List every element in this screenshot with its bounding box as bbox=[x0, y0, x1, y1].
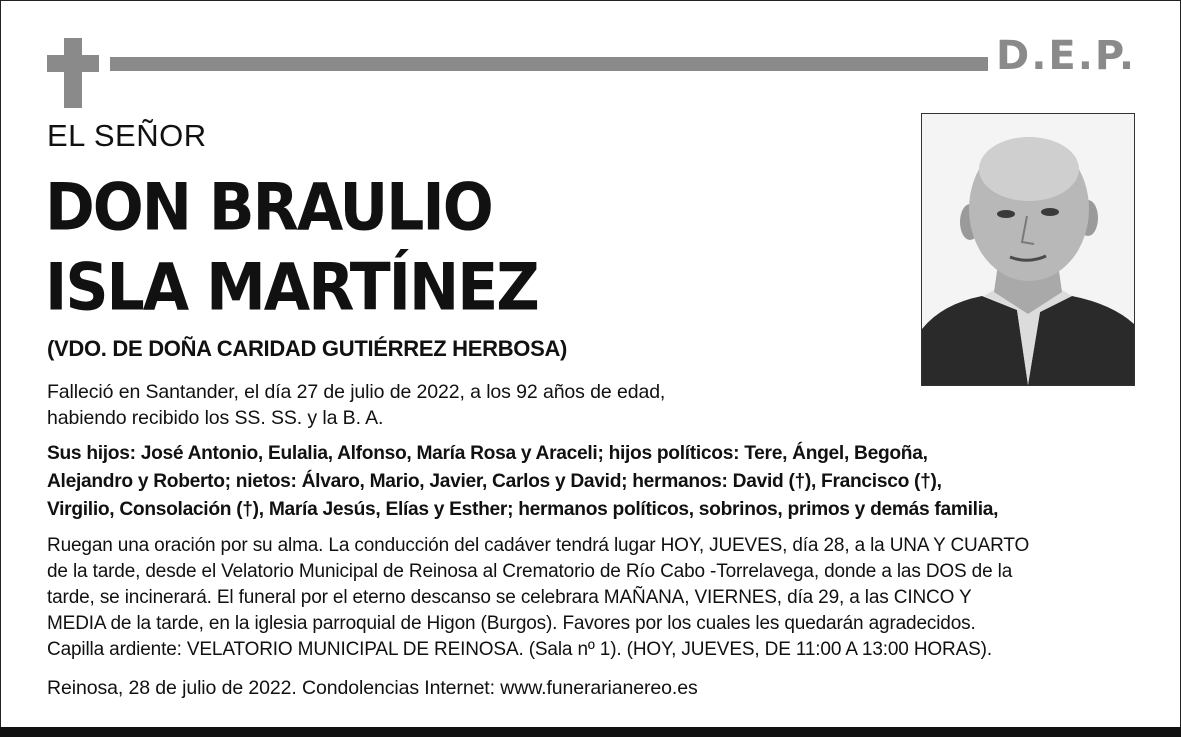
death-notice-line: Falleció en Santander, el día 27 de julio de 2022, a los 92 años de edad, bbox=[47, 381, 666, 403]
dep-label: D.E.P. bbox=[996, 33, 1137, 79]
service-line: de la tarde, desde el Velatorio Municipal de Reinosa al Crematorio de Río Cabo -Torrelavega, donde a las DOS de la bbox=[47, 561, 1013, 582]
deceased-name-line1: DON BRAULIO bbox=[45, 170, 492, 246]
family-line: Virgilio, Consolación (†), María Jesús, Elías y Esther; hermanos políticos, sobrinos, primos y demás familia, bbox=[47, 499, 999, 520]
cross-icon bbox=[47, 38, 99, 108]
portrait-photo bbox=[921, 113, 1135, 386]
bottom-border bbox=[0, 727, 1181, 737]
service-line: Capilla ardiente: VELATORIO MUNICIPAL DE REINOSA. (Sala nº 1). (HOY, JUEVES, DE 11:00 A 13:00 HORAS). bbox=[47, 639, 992, 660]
family-line: Alejandro y Roberto; nietos: Álvaro, Mario, Javier, Carlos y David; hermanos: David (†), Francisco (†), bbox=[47, 471, 942, 492]
service-paragraph bbox=[47, 533, 1157, 663]
deceased-name-line2: ISLA MARTÍNEZ bbox=[45, 250, 538, 326]
honorific: EL SEÑOR bbox=[47, 118, 207, 153]
widow-of: (VDO. DE DOÑA CARIDAD GUTIÉRREZ HERBOSA) bbox=[47, 336, 568, 361]
death-notice-line: habiendo recibido los SS. SS. y la B. A. bbox=[47, 407, 384, 429]
family-line: Sus hijos: José Antonio, Eulalia, Alfonso, María Rosa y Araceli; hijos políticos: Tere, Ángel, Begoña, bbox=[47, 443, 928, 464]
header-rule bbox=[110, 57, 988, 71]
portrait-image bbox=[922, 114, 1134, 385]
service-line: Ruegan una oración por su alma. La conducción del cadáver tendrá lugar HOY, JUEVES, día 28, a la UNA Y CUARTO bbox=[47, 535, 1030, 556]
family-paragraph bbox=[47, 440, 1157, 524]
death-notice bbox=[47, 379, 887, 431]
service-line: MEDIA de la tarde, en la iglesia parroquial de Higon (Burgos). Favores por los cuales les quedarán agradecidos. bbox=[47, 613, 976, 634]
footer-line: Reinosa, 28 de julio de 2022. Condolencias Internet: www.funerarianereo.es bbox=[47, 677, 698, 699]
service-line: tarde, se incinerará. El funeral por el eterno descanso se celebrara MAÑANA, VIERNES, día 29, a las CINCO Y bbox=[47, 587, 972, 608]
